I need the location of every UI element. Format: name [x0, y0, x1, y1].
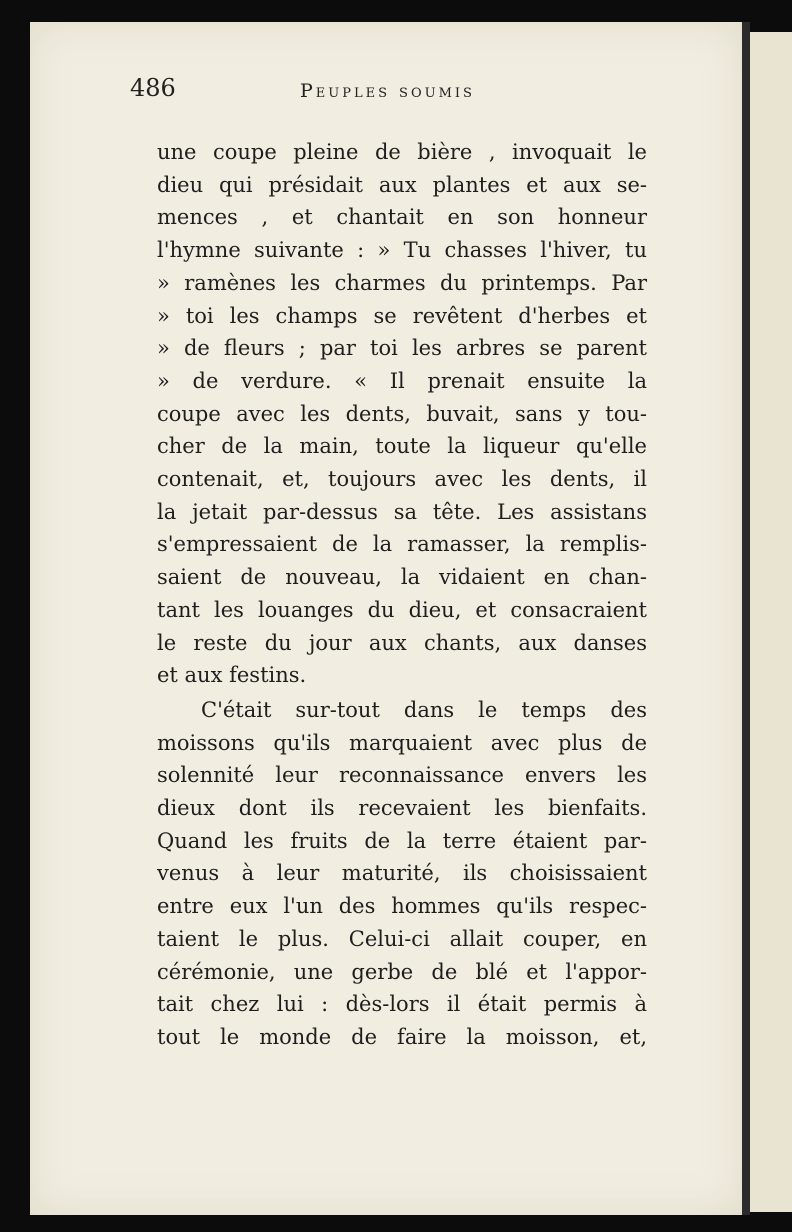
text-line: le reste du jour aux chants, aux danses: [157, 630, 647, 655]
text-line: » toi les champs se revêtent d'herbes et: [157, 303, 647, 328]
text-line: saient de nouveau, la vidaient en chan-: [157, 565, 647, 590]
text-line: mences , et chantait en son honneur: [157, 205, 647, 230]
text-line: cher de la main, toute la liqueur qu'elle: [157, 434, 647, 459]
text-line: et aux festins.: [157, 663, 307, 688]
text-line: contenait, et, toujours avec les dents, il: [157, 467, 647, 492]
body-text: [157, 136, 647, 1054]
text-line: l'hymne suivante : » Tu chasses l'hiver, tu: [157, 238, 647, 263]
text-line: Quand les fruits de la terre étaient par-: [157, 828, 647, 853]
text-line: taient le plus. Celui-ci allait couper, en: [157, 926, 647, 951]
text-line: dieu qui présidait aux plantes et aux se-: [157, 172, 647, 197]
text-line: coupe avec les dents, buvait, sans y tou-: [157, 401, 647, 426]
text-line: venus à leur maturité, ils choisissaient: [157, 861, 647, 886]
page-header: [130, 64, 650, 104]
text-line: » de verdure. « Il prenait ensuite la: [157, 368, 647, 393]
text-line: dieux dont ils recevaient les bienfaits.: [157, 796, 647, 821]
text-line: entre eux l'un des hommes qu'ils respec-: [157, 894, 647, 919]
text-line: solennité leur reconnaissance envers les: [157, 763, 647, 788]
running-head: Peuples soumis: [300, 80, 475, 102]
text-line: tait chez lui : dès-lors il était permis à: [157, 992, 647, 1017]
text-line: » de fleurs ; par toi les arbres se parent: [157, 336, 647, 361]
adjacent-page-edge: [750, 32, 792, 1212]
paragraph-1: [157, 136, 647, 692]
text-line: moissons qu'ils marquaient avec plus de: [157, 730, 647, 755]
text-line: tout le monde de faire la moisson, et,: [157, 1024, 647, 1049]
text-line: cérémonie, une gerbe de blé et l'appor-: [157, 959, 647, 984]
book-gutter: [742, 22, 750, 1215]
text-line: tant les louanges du dieu, et consacraient: [157, 597, 647, 622]
text-line: la jetait par-dessus sa tête. Les assistans: [157, 499, 647, 524]
text-line: » ramènes les charmes du printemps. Par: [157, 270, 647, 295]
paragraph-2: [157, 694, 647, 1054]
text-line: une coupe pleine de bière , invoquait le: [157, 140, 647, 164]
page-number: 486: [130, 74, 176, 102]
text-line: s'empressaient de la ramasser, la remplis-: [157, 532, 647, 557]
text-line: C'était sur-tout dans le temps des: [201, 697, 647, 722]
